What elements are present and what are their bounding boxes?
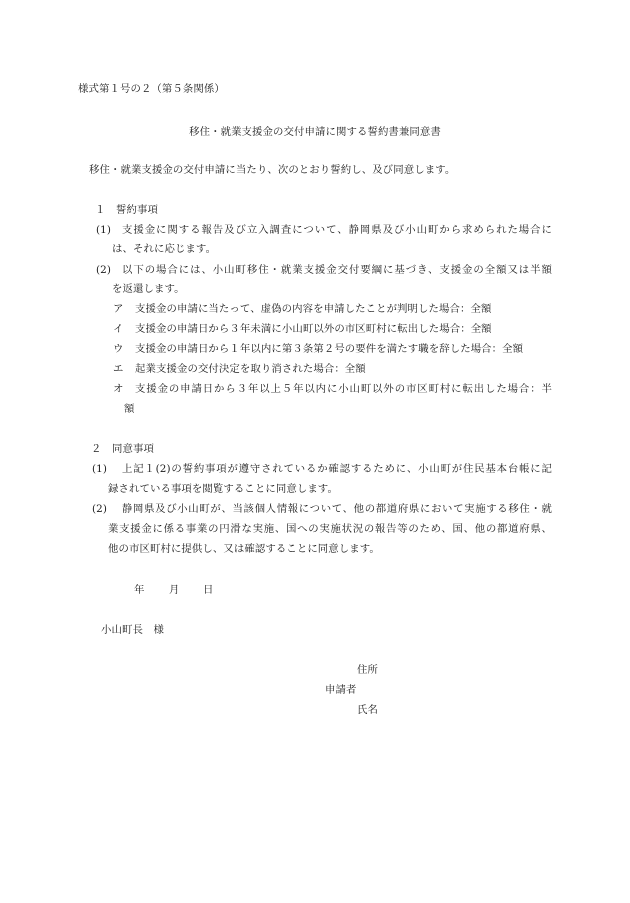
section2-item2-line1: 静岡県及び小山町が、当該個人情報について、他の都道府県において実施する移住・就 bbox=[122, 503, 552, 515]
subitem-label: オ bbox=[113, 383, 124, 395]
subitem-text: 支援金の申請に当たって、虚偽の内容を申請したことが判明した場合：全額 bbox=[135, 303, 492, 315]
addressee: 小山町長 様 bbox=[101, 624, 164, 636]
address-label: 住所 bbox=[357, 664, 378, 676]
section2-item1-number: (1) bbox=[92, 463, 108, 475]
subitem-text: 支援金の申請日から１年以内に第３条第２号の要件を満たす職を辞した場合：全額 bbox=[135, 343, 524, 355]
section2-heading: ２ 同意事項 bbox=[91, 443, 154, 455]
section1-item1-line2: は、それに応じます。 bbox=[112, 243, 217, 255]
form-number: 様式第１号の２（第５条関係） bbox=[78, 83, 225, 95]
section2-item2-line2: 業支援金に係る事業の円滑な実施、国への実施状況の報告等のため、国、他の都道府県、 bbox=[108, 523, 552, 535]
section1-item1-line1: 支援金に関する報告及び立入調査について、静岡県及び小山町から求められた場合に bbox=[122, 224, 552, 236]
section2-item2-line3: 他の市区町村に提供し、又は確認することに同意します。 bbox=[108, 543, 380, 555]
date-month-label: 月 bbox=[169, 584, 180, 596]
date-day-label: 日 bbox=[203, 584, 214, 596]
subitem-text: 支援金の申請日から３年未満に小山町以外の市区町村に転出した場合：全額 bbox=[135, 323, 492, 335]
section1-item1-number: (1) bbox=[96, 224, 112, 236]
section1-item2-line1: 以下の場合には、小山町移住・就業支援金交付要綱に基づき、支援金の全額又は半額 bbox=[122, 264, 552, 276]
section2-item1-line1: 上記１(2)の誓約事項が遵守されているか確認するために、小山町が住民基本台帳に記 bbox=[122, 463, 552, 475]
section1-heading: １ 誓約事項 bbox=[95, 204, 158, 216]
section2-item1-line2: 録されている事項を閲覧することに同意します。 bbox=[108, 483, 338, 495]
subitem-text: 支援金の申請日から３年以上５年以内に小山町以外の市区町村に転出した場合：半 bbox=[135, 383, 552, 395]
applicant-label: 申請者 bbox=[325, 684, 357, 696]
date-year-label: 年 bbox=[134, 584, 145, 596]
name-label: 氏名 bbox=[357, 704, 378, 716]
document-title: 移住・就業支援金の交付申請に関する誓約書兼同意書 bbox=[189, 126, 441, 138]
subitem-label: エ bbox=[113, 363, 124, 375]
subitem-text: 起業支援金の交付決定を取り消された場合：全額 bbox=[135, 363, 366, 375]
subitem-text-continuation: 額 bbox=[124, 403, 135, 415]
section1-item2-number: (2) bbox=[96, 264, 112, 276]
subitem-label: ウ bbox=[113, 343, 124, 355]
subitem-label: イ bbox=[113, 323, 124, 335]
subitem-label: ア bbox=[113, 303, 124, 315]
section2-item2-number: (2) bbox=[92, 503, 108, 515]
intro-text: 移住・就業支援金の交付申請に当たり、次のとおり誓約し、及び同意します。 bbox=[89, 164, 456, 176]
section1-item2-line2: を返還します。 bbox=[112, 283, 185, 295]
